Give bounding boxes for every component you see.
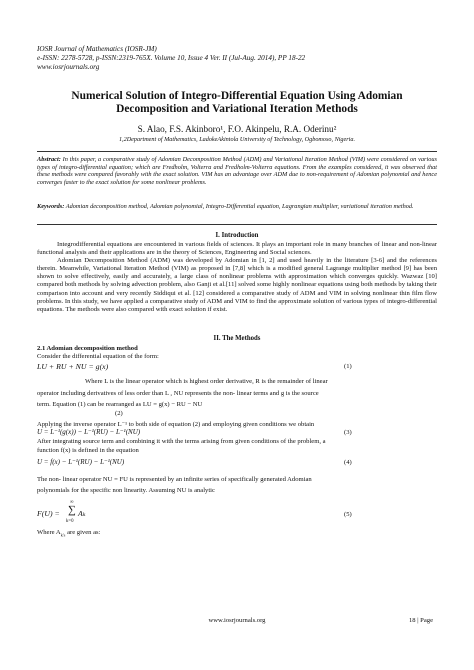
equation-number-3: (3) (344, 429, 352, 436)
abstract (37, 156, 437, 186)
text-consider: Consider the differential equation of the form: (37, 353, 159, 360)
divider-bottom (37, 224, 437, 225)
equation-number-5: (5) (344, 511, 352, 518)
abstract-label: Abstract: (37, 156, 61, 163)
sum-lower-limit: k=0 (66, 519, 74, 524)
equation-5-lhs: F(U) = (37, 509, 60, 518)
equation-number-1: (1) (344, 363, 352, 370)
intro-paragraph-2: Adomian Decomposition Method (ADM) was developed by Adomian in [1, 2] and used heavily in the literature [3-6] and the references therein. Meanwhile, Variational Iteration Method (VIM) as proposed in [7,8] which is a modified general Lagrange multiplier method [9] has been shown to solve effectively, easily and accurately, a large class of nonlinear problems with approximation which converges quickly. Wazwaz [10] compared both methods by solving advection problem, also Ganji et al.[11] solved some highly nonlinear equations using both methods by taking their comparison into account and very recently Siddiqui et al. [12] considered a comparative study of ADM and VIM in solving nonlinear thin film flow problems. In this study, we have applied a comparative study of ADM and VIM to find the approximate solution of various types of integro-differential equations. The methods were also compared with exact solution if exist. (37, 257, 437, 313)
equation-1: LU + RU + NU = g(x) (37, 362, 109, 371)
text-nonlinear-2: polynomials for the specific non linearity. Assuming NU is analytic (37, 487, 215, 494)
author-list: S. Alao, F.S. Akinboro¹, F.O. Akinpelu, R.A. Oderinu² (137, 124, 337, 134)
text-after-1: After integrating source term and combining it with the terms arising from given conditions of the problem, a (37, 438, 326, 445)
sum-upper-limit: ∞ (70, 500, 74, 505)
paper-title: Numerical Solution of Integro-Differential Equation Using Adomian Decomposition and Variational Iteration Methods (71, 90, 403, 115)
divider-top (37, 151, 437, 152)
section-heading-introduction: I. Introduction (215, 232, 259, 239)
keywords (37, 203, 437, 211)
equation-4: U = f(x) − L⁻¹(RU) − L⁻¹(NU) (37, 458, 125, 466)
keywords-label: Keywords: (37, 203, 65, 210)
text-after-2: function f(x) is defined in the equation (37, 447, 139, 454)
introduction-body (37, 241, 437, 314)
journal-site: www.iosrjournals.org (37, 63, 100, 71)
equation-number-2: (2) (115, 410, 123, 417)
page-number: 18 | Page (408, 617, 433, 624)
equation-number-4: (4) (344, 459, 352, 466)
text-where-1a: Where L is the linear operator which is highest order derivative, R is the remainder of linear (85, 378, 328, 385)
where-ak-sub: k's (60, 532, 66, 538)
text-where-ak (37, 529, 100, 537)
text-nonlinear-1: The non- linear operator NU = FU is represented by an infinite series of specifically generated Adomian (37, 476, 312, 483)
text-where-1b: operator including derivatives of less order than L , NU represents the non- linear terms and g is the source (37, 390, 319, 397)
intro-paragraph-1: Integrodifferential equations are encountered in various fields of sciences. It plays an important role in many branches of linear and non-linear functional analysis and their applications are in the theory of Sciences, Engineering and Social sciences. (37, 241, 437, 257)
abstract-text: In this paper, a comparative study of Adomian Decomposition Method (ADM) and Variational Iteration Method (VIM) were considered on various types of integro-differential equation; which are Fredholm, Volterra and Fredholm-Volterra equations. From the examples considered, it was observed that these methods were compared favorably with the exact solution. VIM has an advantage over ADM due to non-requirement of Adomian polynomial and hence converges faster to the exact solution for some nonlinear problems. (37, 156, 438, 186)
footer-url: www.iosrjournals.org (208, 617, 266, 624)
journal-name: IOSR Journal of Mathematics (IOSR-JM) (37, 45, 157, 53)
section-heading-methods: II. The Methods (213, 335, 261, 342)
keywords-text: Adomian decomposition method, Adomian polynomial, Integro-Differential equation, Lagrangian multiplier, variational iteration method. (65, 203, 414, 210)
equation-5-term: Aₖ (78, 509, 86, 518)
text-applying: Applying the inverse operator L⁻¹ to both side of equation (2) and employing given conditions we obtain (37, 421, 315, 428)
issn-line: e-ISSN: 2278-5728, p-ISSN:2319-765X. Volume 10, Issue 4 Ver. II (Jul-Aug. 2014), PP 18-22 (37, 54, 306, 62)
where-ak-lead: Where A (37, 529, 61, 536)
summation-symbol: ∑ (68, 504, 76, 516)
text-where-1c: term. Equation (1) can be rearranged as LU = g(x) − RU − NU (37, 401, 203, 408)
where-ak-rest: are given as: (65, 529, 101, 536)
equation-3: U = L⁻¹(g(x)) − L⁻¹(RU) − L⁻¹(NU) (37, 428, 141, 436)
subsection-heading-adm: 2.1 Adomian decomposition method (37, 345, 138, 352)
affiliation: 1,2Department of Mathematics, LadokeAkintola University of Technology, Ogbomoso, Nigeria. (118, 136, 356, 143)
